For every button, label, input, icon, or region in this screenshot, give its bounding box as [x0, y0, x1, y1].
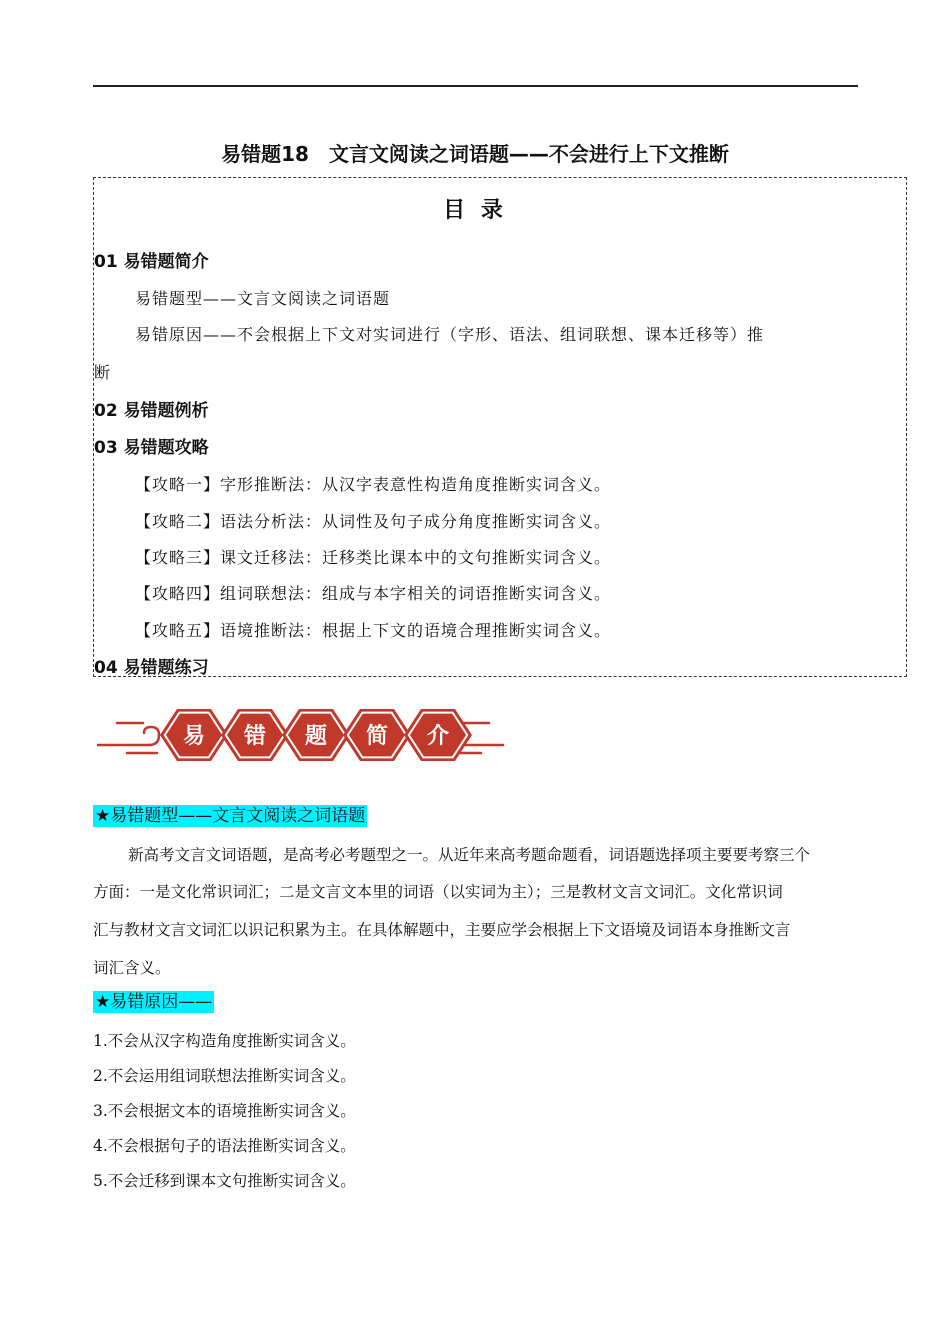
error-type-heading: ★易错题型——文言文阅读之词语题 [95, 806, 366, 826]
toc-section-02[interactable]: 02 易错题例析 [94, 401, 209, 421]
toc-heading: 目 录 [443, 198, 507, 223]
left-cloud-ornament-icon [97, 723, 159, 753]
toc-section-03[interactable]: 03 易错题攻略 [94, 438, 209, 458]
toc-strategy-2: 【攻略二】语法分析法：从词性及句子成分角度推断实词含义。 [135, 512, 612, 531]
section-banner [97, 702, 507, 772]
banner-hex-2 [221, 709, 289, 761]
banner-hex-char: 题 [304, 724, 328, 749]
toc-intro-reason: 易错原因——不会根据上下文对实词进行（字形、语法、组词联想、课本迁移等）推 [135, 325, 765, 344]
reason-item-3: 3.不会根据文本的语境推断实词含义。 [93, 1102, 356, 1120]
toc-strategy-5: 【攻略五】语境推断法：根据上下文的语境合理推断实词含义。 [135, 621, 612, 640]
reason-item-2: 2.不会运用组词联想法推断实词含义。 [93, 1067, 356, 1085]
banner-hex-char: 错 [243, 724, 267, 749]
intro-paragraph-line-2: 方面：一是文化常识词汇；二是文言文本里的词语（以实词为主）；三是教材文言文词汇。文化常识词 [93, 883, 783, 901]
banner-hex-3 [282, 709, 350, 761]
toc-strategy-4: 【攻略四】组词联想法：组成与本字相关的词语推断实词含义。 [135, 584, 612, 603]
document-title: 易错题18 文言文阅读之词语题——不会进行上下文推断 [221, 142, 729, 166]
banner-hex-1 [160, 709, 228, 761]
reason-item-4: 4.不会根据句子的语法推断实词含义。 [93, 1137, 356, 1155]
toc-strategy-3: 【攻略三】课文迁移法：迁移类比课本中的文句推断实词含义。 [135, 548, 612, 567]
banner-hex-char: 易 [182, 724, 206, 749]
toc-intro-reason-cont: 断 [94, 363, 112, 382]
toc-strategy-1: 【攻略一】字形推断法：从汉字表意性构造角度推断实词含义。 [135, 475, 612, 494]
intro-paragraph-line-4: 词汇含义。 [93, 959, 171, 977]
reason-item-1: 1.不会从汉字构造角度推断实词含义。 [93, 1032, 356, 1050]
toc-section-04[interactable]: 04 易错题练习 [94, 658, 209, 678]
error-reason-heading: ★易错原因—— [95, 992, 213, 1012]
banner-hex-char: 介 [426, 724, 450, 749]
banner-hex-char: 简 [365, 724, 389, 749]
intro-paragraph-line-3: 汇与教材文言文词汇以识记积累为主。在具体解题中，主要应学会根据上下文语境及词语本身推断文言 [93, 921, 791, 939]
toc-intro-type: 易错题型——文言文阅读之词语题 [135, 289, 391, 308]
intro-paragraph-line-1: 新高考文言文词语题，是高考必考题型之一。从近年来高考题命题看，词语题选择项主要要考察三个 [128, 846, 811, 864]
toc-section-01[interactable]: 01 易错题简介 [94, 252, 209, 272]
reason-item-5: 5.不会迁移到课本文句推断实词含义。 [93, 1172, 356, 1190]
banner-hex-4 [343, 709, 411, 761]
header-rule [93, 85, 858, 87]
